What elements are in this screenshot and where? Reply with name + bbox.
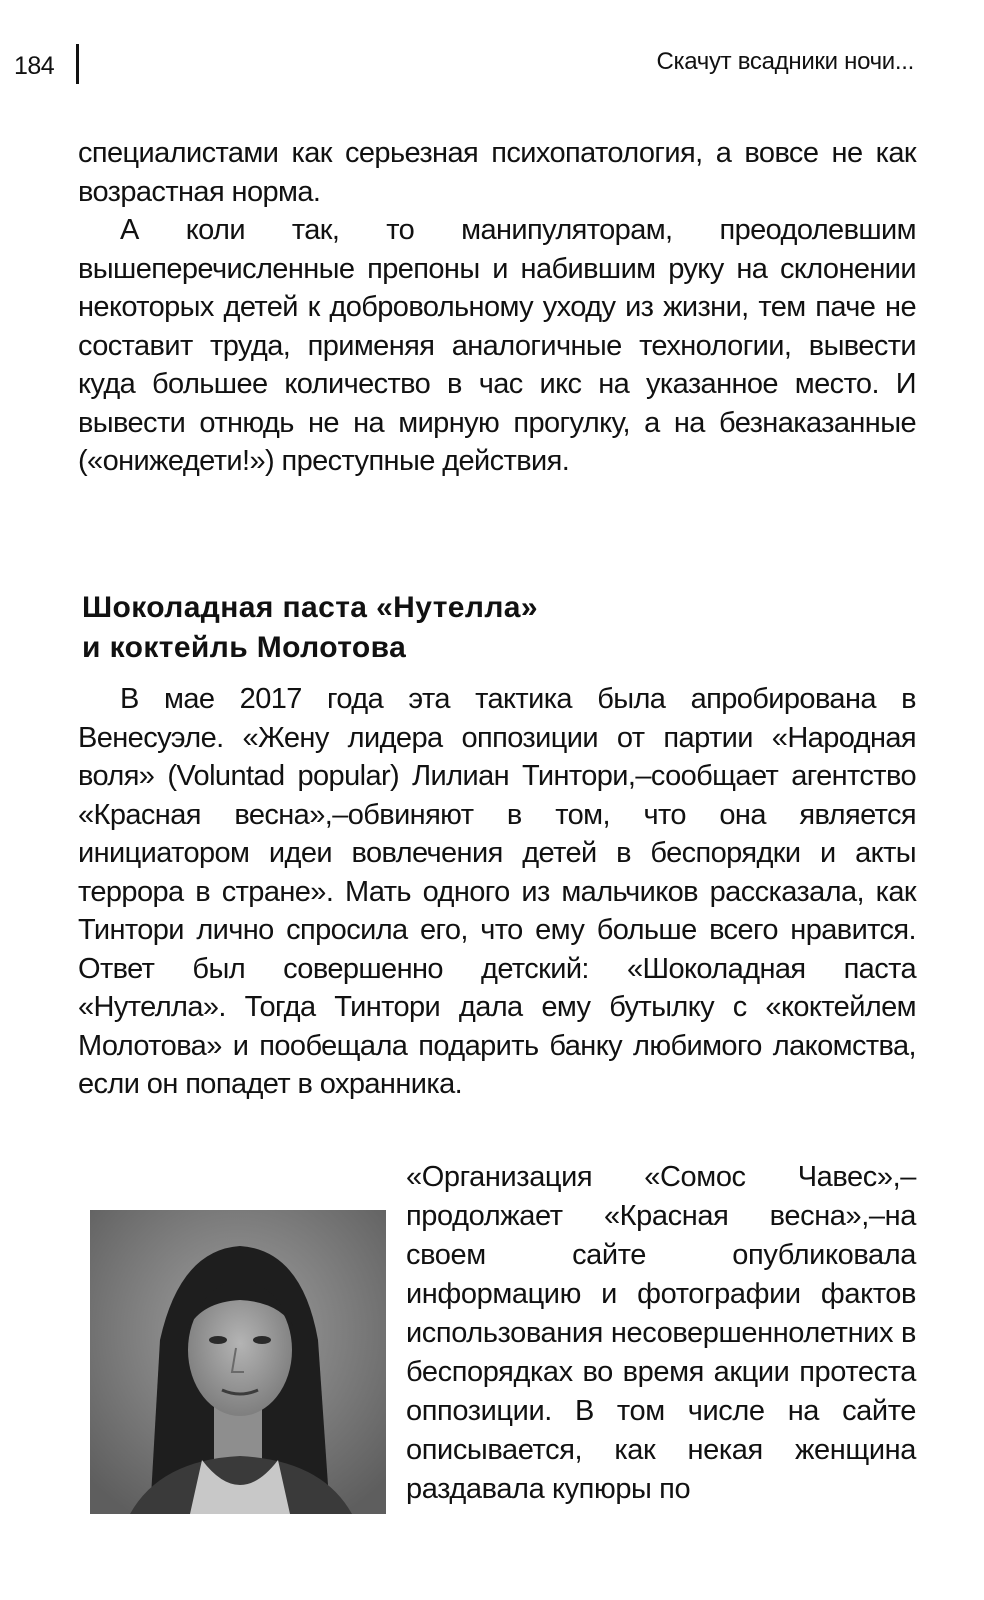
paragraph: А коли так, то манипуляторам, преодолевшим вышеперечисленные препоны и набившим руку на склонении некоторых детей к добровольному уходу из жизни, тем паче не составит труда, применяя аналогичные технологии, вывести куда большее количество в час икс на указанное место. И вывести отнюдь не на мирную прогулку, а на безнаказанные («онижедети!») преступные действия. (78, 214, 916, 477)
header-divider (76, 44, 79, 84)
portrait-photo (90, 1210, 386, 1514)
page-header (14, 44, 914, 84)
section-heading-line: и коктейль Молотова (82, 631, 407, 664)
section-heading (82, 588, 902, 668)
page-number: 184 (14, 52, 55, 80)
portrait-photo-image (90, 1210, 386, 1514)
paragraph: В мае 2017 года эта тактика была апробирована в Венесуэле. «Жену лидера оппозиции от партии «Народная воля» (Voluntad popular) Лилиан Тинтори,–сообщает агентство «Красная весна»,–обвиняют в том, что она является инициатором идеи вовлечения детей в беспорядки и акты террора в стране». Мать одного из мальчиков рассказала, как Тинтори лично спросила его, что ему больше всего нравится. Ответ был совершенно детский: «Шоколадная паста «Нутелла». Тогда Тинтори дала ему бутылку с «коктейлем Молотова» и пообещала подарить банку любимого лакомства, если он попадет в охранника. (78, 683, 916, 1100)
paragraph-with-photo (78, 1158, 916, 1514)
text-block-after-heading (78, 680, 916, 1104)
text-block-before-heading (78, 134, 916, 481)
paragraph: специалистами как серьезная психопатология, а вовсе не как возрастная норма. (78, 137, 916, 208)
section-heading-line: Шоколадная паста «Нутелла» (82, 591, 538, 624)
running-title: Скачут всадники ночи... (656, 48, 914, 75)
paragraph-text: «Организация «Сомос Чавес»,–продолжает «Красная весна»,–на своем сайте опубликовала информацию и фотографии фактов использования несовершеннолетних в беспорядках во время акции протеста оппозиции. В том числе на сайте описывается, как некая женщина раздавала купюры по (406, 1161, 916, 1505)
